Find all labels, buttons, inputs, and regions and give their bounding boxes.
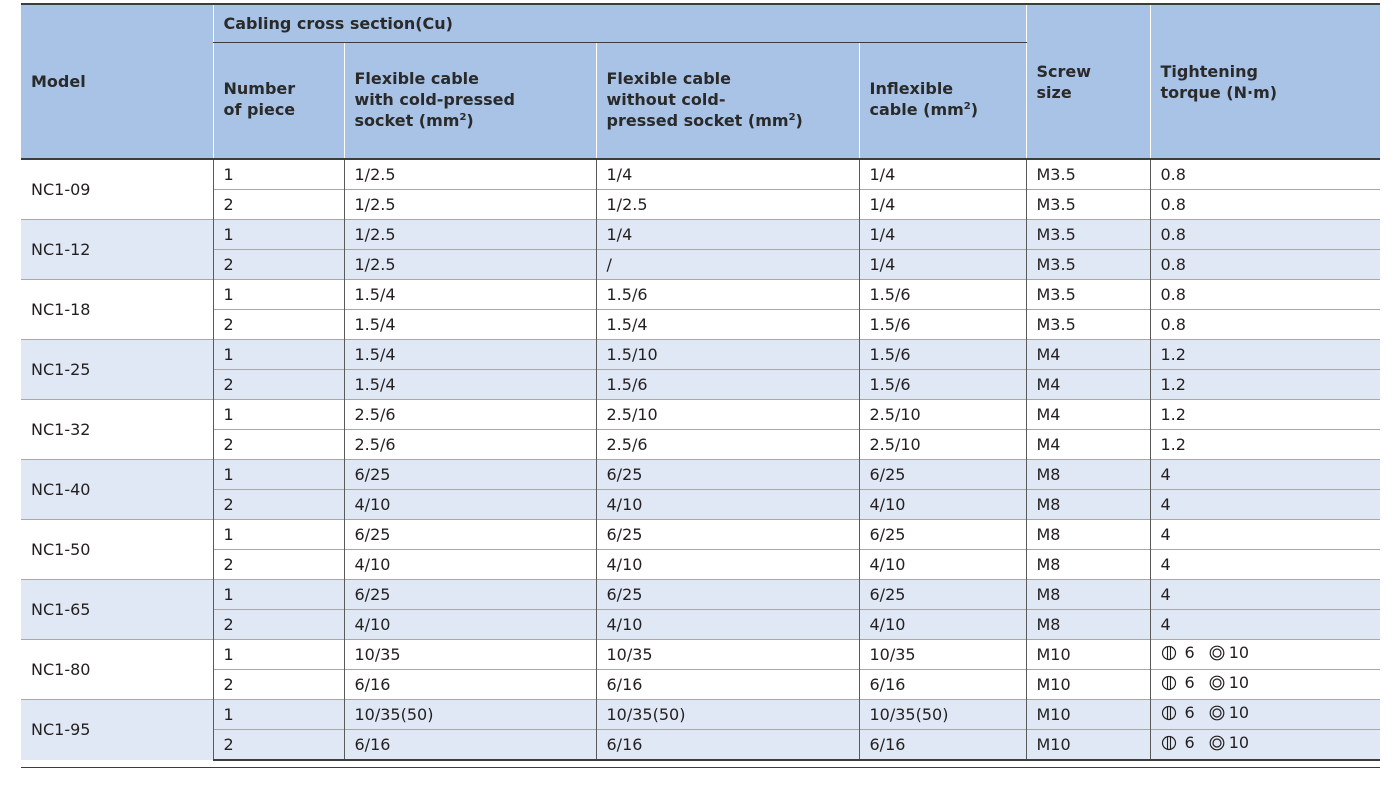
piece-cell: 2: [213, 310, 344, 340]
piece-cell: 2: [213, 670, 344, 700]
torque-cell: 4: [1150, 460, 1380, 490]
header-model: Model: [21, 4, 213, 159]
screw-cell: M4: [1026, 370, 1150, 400]
inflexible-cell: 6/16: [859, 670, 1026, 700]
inflexible-cell: 1/4: [859, 190, 1026, 220]
torque-cell: 0.8: [1150, 190, 1380, 220]
inflexible-cell: 1.5/6: [859, 370, 1026, 400]
flex-socket-cell: 1.5/4: [344, 340, 596, 370]
piece-cell: 2: [213, 730, 344, 761]
flex-socket-cell: 6/25: [344, 520, 596, 550]
torque-cell: 4: [1150, 550, 1380, 580]
header-tightening-torque: Tightening torque (N·m): [1150, 4, 1380, 159]
flex-socket-cell: 1.5/4: [344, 280, 596, 310]
model-cell: NC1-09: [21, 159, 213, 220]
screw-cell: M3.5: [1026, 250, 1150, 280]
flex-socket-cell: 1/2.5: [344, 250, 596, 280]
inflexible-cell: 4/10: [859, 550, 1026, 580]
flex-no-socket-cell: 1.5/6: [596, 280, 859, 310]
table-row: [21, 700, 1380, 730]
hex-socket-icon: [1209, 645, 1225, 666]
model-cell: NC1-95: [21, 700, 213, 761]
slotted-screwdriver-icon: [1161, 705, 1177, 726]
flex-no-socket-cell: 1.5/4: [596, 310, 859, 340]
model-cell: NC1-65: [21, 580, 213, 640]
torque-hex-value: 10: [1228, 673, 1250, 692]
torque-cell: [1150, 670, 1380, 700]
screw-cell: M4: [1026, 340, 1150, 370]
model-cell: NC1-32: [21, 400, 213, 460]
piece-cell: 2: [213, 430, 344, 460]
table-row: [21, 430, 1380, 460]
flex-socket-cell: 4/10: [344, 550, 596, 580]
torque-slotted-value: 6: [1184, 703, 1195, 722]
torque-cell: 1.2: [1150, 370, 1380, 400]
inflexible-cell: 6/25: [859, 460, 1026, 490]
inflexible-cell: 6/16: [859, 730, 1026, 761]
piece-cell: 2: [213, 490, 344, 520]
flex-socket-cell: 6/16: [344, 670, 596, 700]
piece-cell: 1: [213, 520, 344, 550]
torque-cell: 1.2: [1150, 340, 1380, 370]
flex-no-socket-cell: 4/10: [596, 610, 859, 640]
inflexible-cell: 1.5/6: [859, 280, 1026, 310]
flex-no-socket-cell: 4/10: [596, 490, 859, 520]
flex-no-socket-cell: 1/4: [596, 159, 859, 190]
screw-cell: M8: [1026, 520, 1150, 550]
flex-socket-cell: 1/2.5: [344, 190, 596, 220]
piece-cell: 1: [213, 700, 344, 730]
flex-socket-cell: 4/10: [344, 610, 596, 640]
piece-cell: 2: [213, 610, 344, 640]
table-row: [21, 520, 1380, 550]
bottom-rule: [21, 767, 1380, 768]
slotted-screwdriver-icon: [1161, 735, 1177, 756]
model-cell: NC1-12: [21, 220, 213, 280]
hex-socket-icon: [1209, 675, 1225, 696]
flex-socket-cell: 10/35(50): [344, 700, 596, 730]
inflexible-cell: 10/35(50): [859, 700, 1026, 730]
flex-no-socket-cell: 1.5/6: [596, 370, 859, 400]
table-row: [21, 280, 1380, 310]
piece-cell: 2: [213, 550, 344, 580]
piece-cell: 1: [213, 159, 344, 190]
header-flex-without-socket: Flexible cable without cold- pressed socket $(mm^2)$: [596, 43, 859, 160]
torque-hex-value: 10: [1228, 733, 1250, 752]
flex-socket-cell: 10/35: [344, 640, 596, 670]
screw-cell: M3.5: [1026, 310, 1150, 340]
header-inflexible-cable: Inflexible cable $(mm^2)$: [859, 43, 1026, 160]
flex-no-socket-cell: 10/35(50): [596, 700, 859, 730]
inflexible-cell: 4/10: [859, 610, 1026, 640]
inflexible-cell: 10/35: [859, 640, 1026, 670]
flex-socket-cell: 1/2.5: [344, 220, 596, 250]
piece-cell: 2: [213, 250, 344, 280]
hex-socket-icon: [1209, 705, 1225, 726]
flex-socket-cell: 6/16: [344, 730, 596, 761]
torque-cell: 1.2: [1150, 430, 1380, 460]
slotted-screwdriver-icon: [1161, 645, 1177, 666]
flex-no-socket-cell: 6/16: [596, 730, 859, 761]
torque-hex-value: 10: [1228, 703, 1250, 722]
torque-slotted-value: 6: [1184, 673, 1195, 692]
torque-cell: 0.8: [1150, 220, 1380, 250]
table-row: [21, 460, 1380, 490]
spec-table: [21, 3, 1380, 761]
piece-cell: 1: [213, 220, 344, 250]
header-number-of-piece: Number of piece: [213, 43, 344, 160]
flex-socket-cell: 6/25: [344, 580, 596, 610]
screw-cell: M3.5: [1026, 280, 1150, 310]
flex-no-socket-cell: 10/35: [596, 640, 859, 670]
inflexible-cell: 1.5/6: [859, 340, 1026, 370]
torque-cell: 0.8: [1150, 280, 1380, 310]
torque-cell: 4: [1150, 490, 1380, 520]
flex-no-socket-cell: 6/25: [596, 520, 859, 550]
header-cabling-group: Cabling cross section(Cu): [213, 4, 1026, 43]
flex-no-socket-cell: 1/2.5: [596, 190, 859, 220]
inflexible-cell: 1.5/6: [859, 310, 1026, 340]
piece-cell: 1: [213, 640, 344, 670]
model-cell: NC1-25: [21, 340, 213, 400]
flex-no-socket-cell: 6/16: [596, 670, 859, 700]
slotted-screwdriver-icon: [1161, 675, 1177, 696]
flex-no-socket-cell: 2.5/10: [596, 400, 859, 430]
model-cell: NC1-18: [21, 280, 213, 340]
flex-no-socket-cell: /: [596, 250, 859, 280]
torque-cell: 0.8: [1150, 250, 1380, 280]
hex-socket-icon: [1209, 735, 1225, 756]
table-row: [21, 400, 1380, 430]
screw-cell: M8: [1026, 580, 1150, 610]
screw-cell: M8: [1026, 550, 1150, 580]
table-row: [21, 190, 1380, 220]
screw-cell: M4: [1026, 430, 1150, 460]
table-row: [21, 580, 1380, 610]
table-row: [21, 370, 1380, 400]
table-row: [21, 640, 1380, 670]
flex-no-socket-cell: 6/25: [596, 460, 859, 490]
torque-cell: [1150, 700, 1380, 730]
flex-no-socket-cell: 1.5/10: [596, 340, 859, 370]
inflexible-cell: 4/10: [859, 490, 1026, 520]
inflexible-cell: 1/4: [859, 159, 1026, 190]
screw-cell: M10: [1026, 670, 1150, 700]
screw-cell: M8: [1026, 490, 1150, 520]
screw-cell: M3.5: [1026, 190, 1150, 220]
spec-body: [21, 159, 1380, 760]
flex-socket-cell: 4/10: [344, 490, 596, 520]
torque-hex-value: 10: [1228, 643, 1250, 662]
flex-no-socket-cell: 6/25: [596, 580, 859, 610]
piece-cell: 1: [213, 280, 344, 310]
table-row: [21, 310, 1380, 340]
flex-no-socket-cell: 2.5/6: [596, 430, 859, 460]
table-row: [21, 730, 1380, 761]
inflexible-cell: 6/25: [859, 520, 1026, 550]
model-cell: NC1-50: [21, 520, 213, 580]
flex-socket-cell: 2.5/6: [344, 430, 596, 460]
piece-cell: 1: [213, 460, 344, 490]
inflexible-cell: 1/4: [859, 220, 1026, 250]
torque-cell: 4: [1150, 610, 1380, 640]
screw-cell: M3.5: [1026, 220, 1150, 250]
torque-cell: [1150, 730, 1380, 761]
screw-cell: M8: [1026, 610, 1150, 640]
piece-cell: 1: [213, 400, 344, 430]
flex-no-socket-cell: 4/10: [596, 550, 859, 580]
flex-socket-cell: 1.5/4: [344, 370, 596, 400]
torque-slotted-value: 6: [1184, 733, 1195, 752]
screw-cell: M8: [1026, 460, 1150, 490]
torque-cell: 0.8: [1150, 159, 1380, 190]
torque-cell: 4: [1150, 520, 1380, 550]
screw-cell: M3.5: [1026, 159, 1150, 190]
flex-socket-cell: 2.5/6: [344, 400, 596, 430]
screw-cell: M10: [1026, 640, 1150, 670]
table-row: [21, 220, 1380, 250]
piece-cell: 1: [213, 580, 344, 610]
torque-cell: [1150, 640, 1380, 670]
inflexible-cell: 2.5/10: [859, 430, 1026, 460]
torque-cell: 4: [1150, 580, 1380, 610]
inflexible-cell: 2.5/10: [859, 400, 1026, 430]
screw-cell: M4: [1026, 400, 1150, 430]
screw-cell: M10: [1026, 730, 1150, 761]
flex-socket-cell: 6/25: [344, 460, 596, 490]
table-row: [21, 610, 1380, 640]
model-cell: NC1-40: [21, 460, 213, 520]
flex-socket-cell: 1.5/4: [344, 310, 596, 340]
torque-cell: 0.8: [1150, 310, 1380, 340]
screw-cell: M10: [1026, 700, 1150, 730]
torque-slotted-value: 6: [1184, 643, 1195, 662]
flex-no-socket-cell: 1/4: [596, 220, 859, 250]
piece-cell: 2: [213, 190, 344, 220]
piece-cell: 2: [213, 370, 344, 400]
table-row: [21, 670, 1380, 700]
table-row: [21, 550, 1380, 580]
table-row: [21, 250, 1380, 280]
flex-socket-cell: 1/2.5: [344, 159, 596, 190]
table-row: [21, 340, 1380, 370]
torque-cell: 1.2: [1150, 400, 1380, 430]
piece-cell: 1: [213, 340, 344, 370]
table-row: [21, 490, 1380, 520]
model-cell: NC1-80: [21, 640, 213, 700]
inflexible-cell: 1/4: [859, 250, 1026, 280]
inflexible-cell: 6/25: [859, 580, 1026, 610]
table-row: [21, 159, 1380, 190]
header-flex-with-socket: Flexible cable with cold-pressed socket $(mm^2)$: [344, 43, 596, 160]
header-screw-size: Screw size: [1026, 4, 1150, 159]
